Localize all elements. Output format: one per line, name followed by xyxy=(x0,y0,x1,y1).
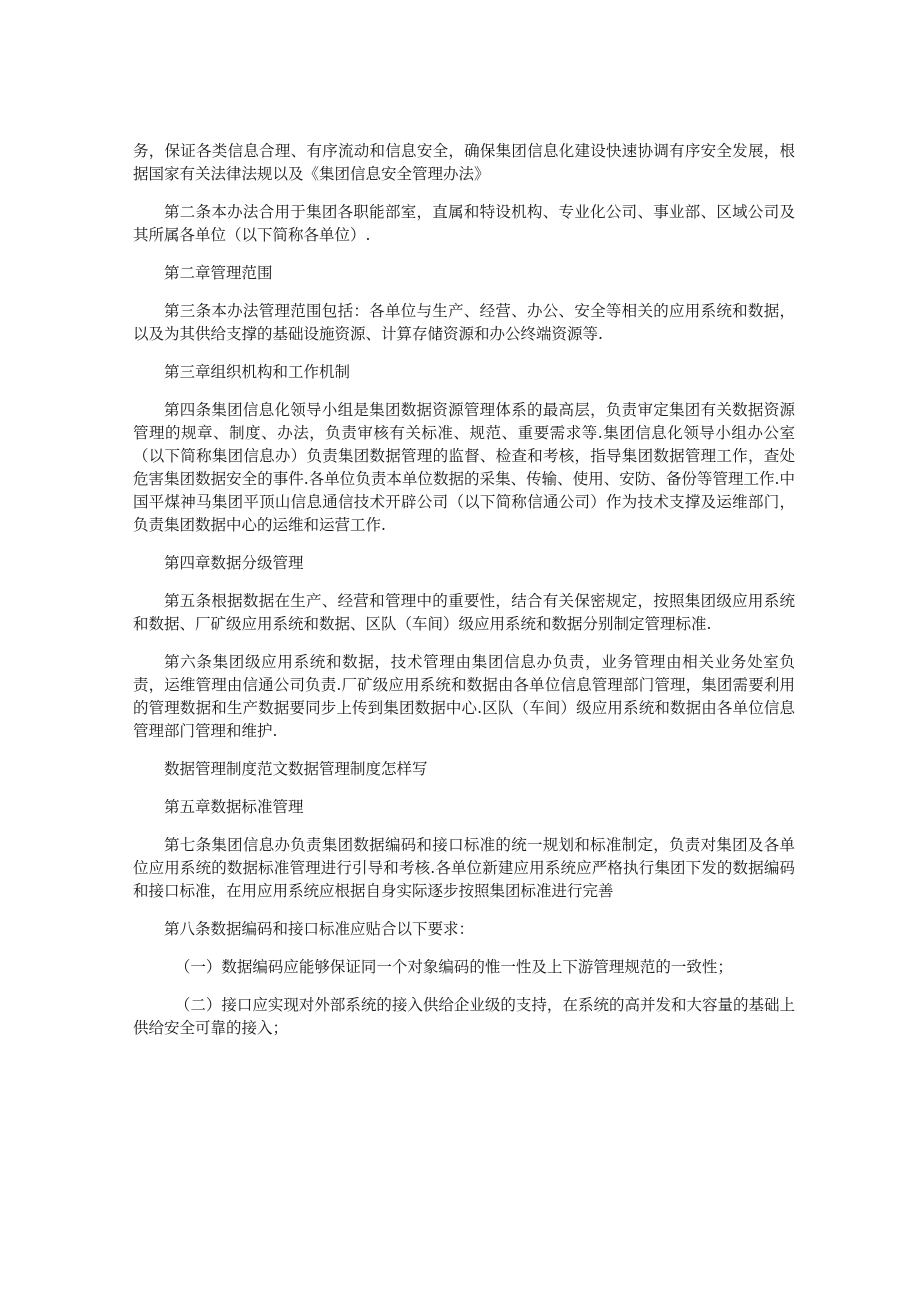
list-item-1: （一）数据编码应能够保证同一个对象编码的惟一性及上下游管理规范的一致性； xyxy=(174,958,733,976)
article-2-paragraph: 第二条本办法合用于集团各职能部室，直属和特设机构、专业化公司、事业部、区域公司及其所属各单位（以下简称各单位）. xyxy=(133,203,795,244)
chapter-3-heading: 第三章组织机构和工作机制 xyxy=(164,363,351,381)
chapter-5-heading: 第五章数据标准管理 xyxy=(164,798,304,816)
article-5-paragraph: 第五条根据数据在生产、经营和管理中的重要性，结合有关保密规定，按照集团级应用系统和数据、厂矿级应用系统和数据、区队（车间）级应用系统和数据分别制定管理标准. xyxy=(133,592,795,633)
article-7-paragraph: 第七条集团信息办负责集团数据编码和接口标准的统一规划和标准制定，负责对集团及各单位应用系统的数据标准管理进行引导和考核.各单位新建应用系统应严格执行集团下发的数据编码和接口标准，在用应用系统应根据自身实际逐步按照集团标准进行完善 xyxy=(133,836,795,900)
chapter-2-heading: 第二章管理范围 xyxy=(164,264,273,282)
article-6-paragraph: 第六条集团级应用系统和数据，技术管理由集团信息办负责，业务管理由相关业务处室负责，运维管理由信通公司负责.厂矿级应用系统和数据由各单位信息管理部门管理，集团需要利用的管理数据和生产数据要同步上传到集团数据中心.区队（车间）级应用系统和数据由各单位信息管理部门管理和维护. xyxy=(133,653,795,740)
article-4-paragraph: 第四条集团信息化领导小组是集团数据资源管理体系的最高层，负责审定集团有关数据资源管理的规章、制度、办法，负责审核有关标准、规范、重要需求等.集团信息化领导小组办公室（以下简称集团信息办）负责集团数据管理的监督、检查和考核，指导集团数据管理工作，查处危害集团数据安全的事件.各单位负责本单位数据的采集、传输、使用、安防、备份等管理工作.中国平煤神马集团平顶山信息通信技术开辟公司（以下简称信通公司）作为技术支撑及运维部门，负责集团数据中心的运维和运营工作. xyxy=(133,401,795,534)
paragraph-continuation: 务，保证各类信息合理、有序流动和信息安全，确保集团信息化建设快速协调有序安全发展，根据国家有关法律法规以及《集团信息安全管理办法》 xyxy=(133,142,795,183)
inserted-title-line: 数据管理制度范文数据管理制度怎样写 xyxy=(164,760,428,778)
document-body xyxy=(133,140,795,1055)
article-3-paragraph: 第三条本办法管理范围包括：各单位与生产、经营、办公、安全等相关的应用系统和数据，以及为其供给支撑的基础设施资源、计算存储资源和办公终端资源等. xyxy=(133,302,795,343)
chapter-4-heading: 第四章数据分级管理 xyxy=(164,554,304,572)
article-8-heading: 第八条数据编码和接口标准应贴合以下要求： xyxy=(164,920,475,938)
list-item-2: （二）接口应实现对外部系统的接入供给企业级的支持，在系统的高并发和大容量的基础上供给安全可靠的接入； xyxy=(133,996,795,1037)
